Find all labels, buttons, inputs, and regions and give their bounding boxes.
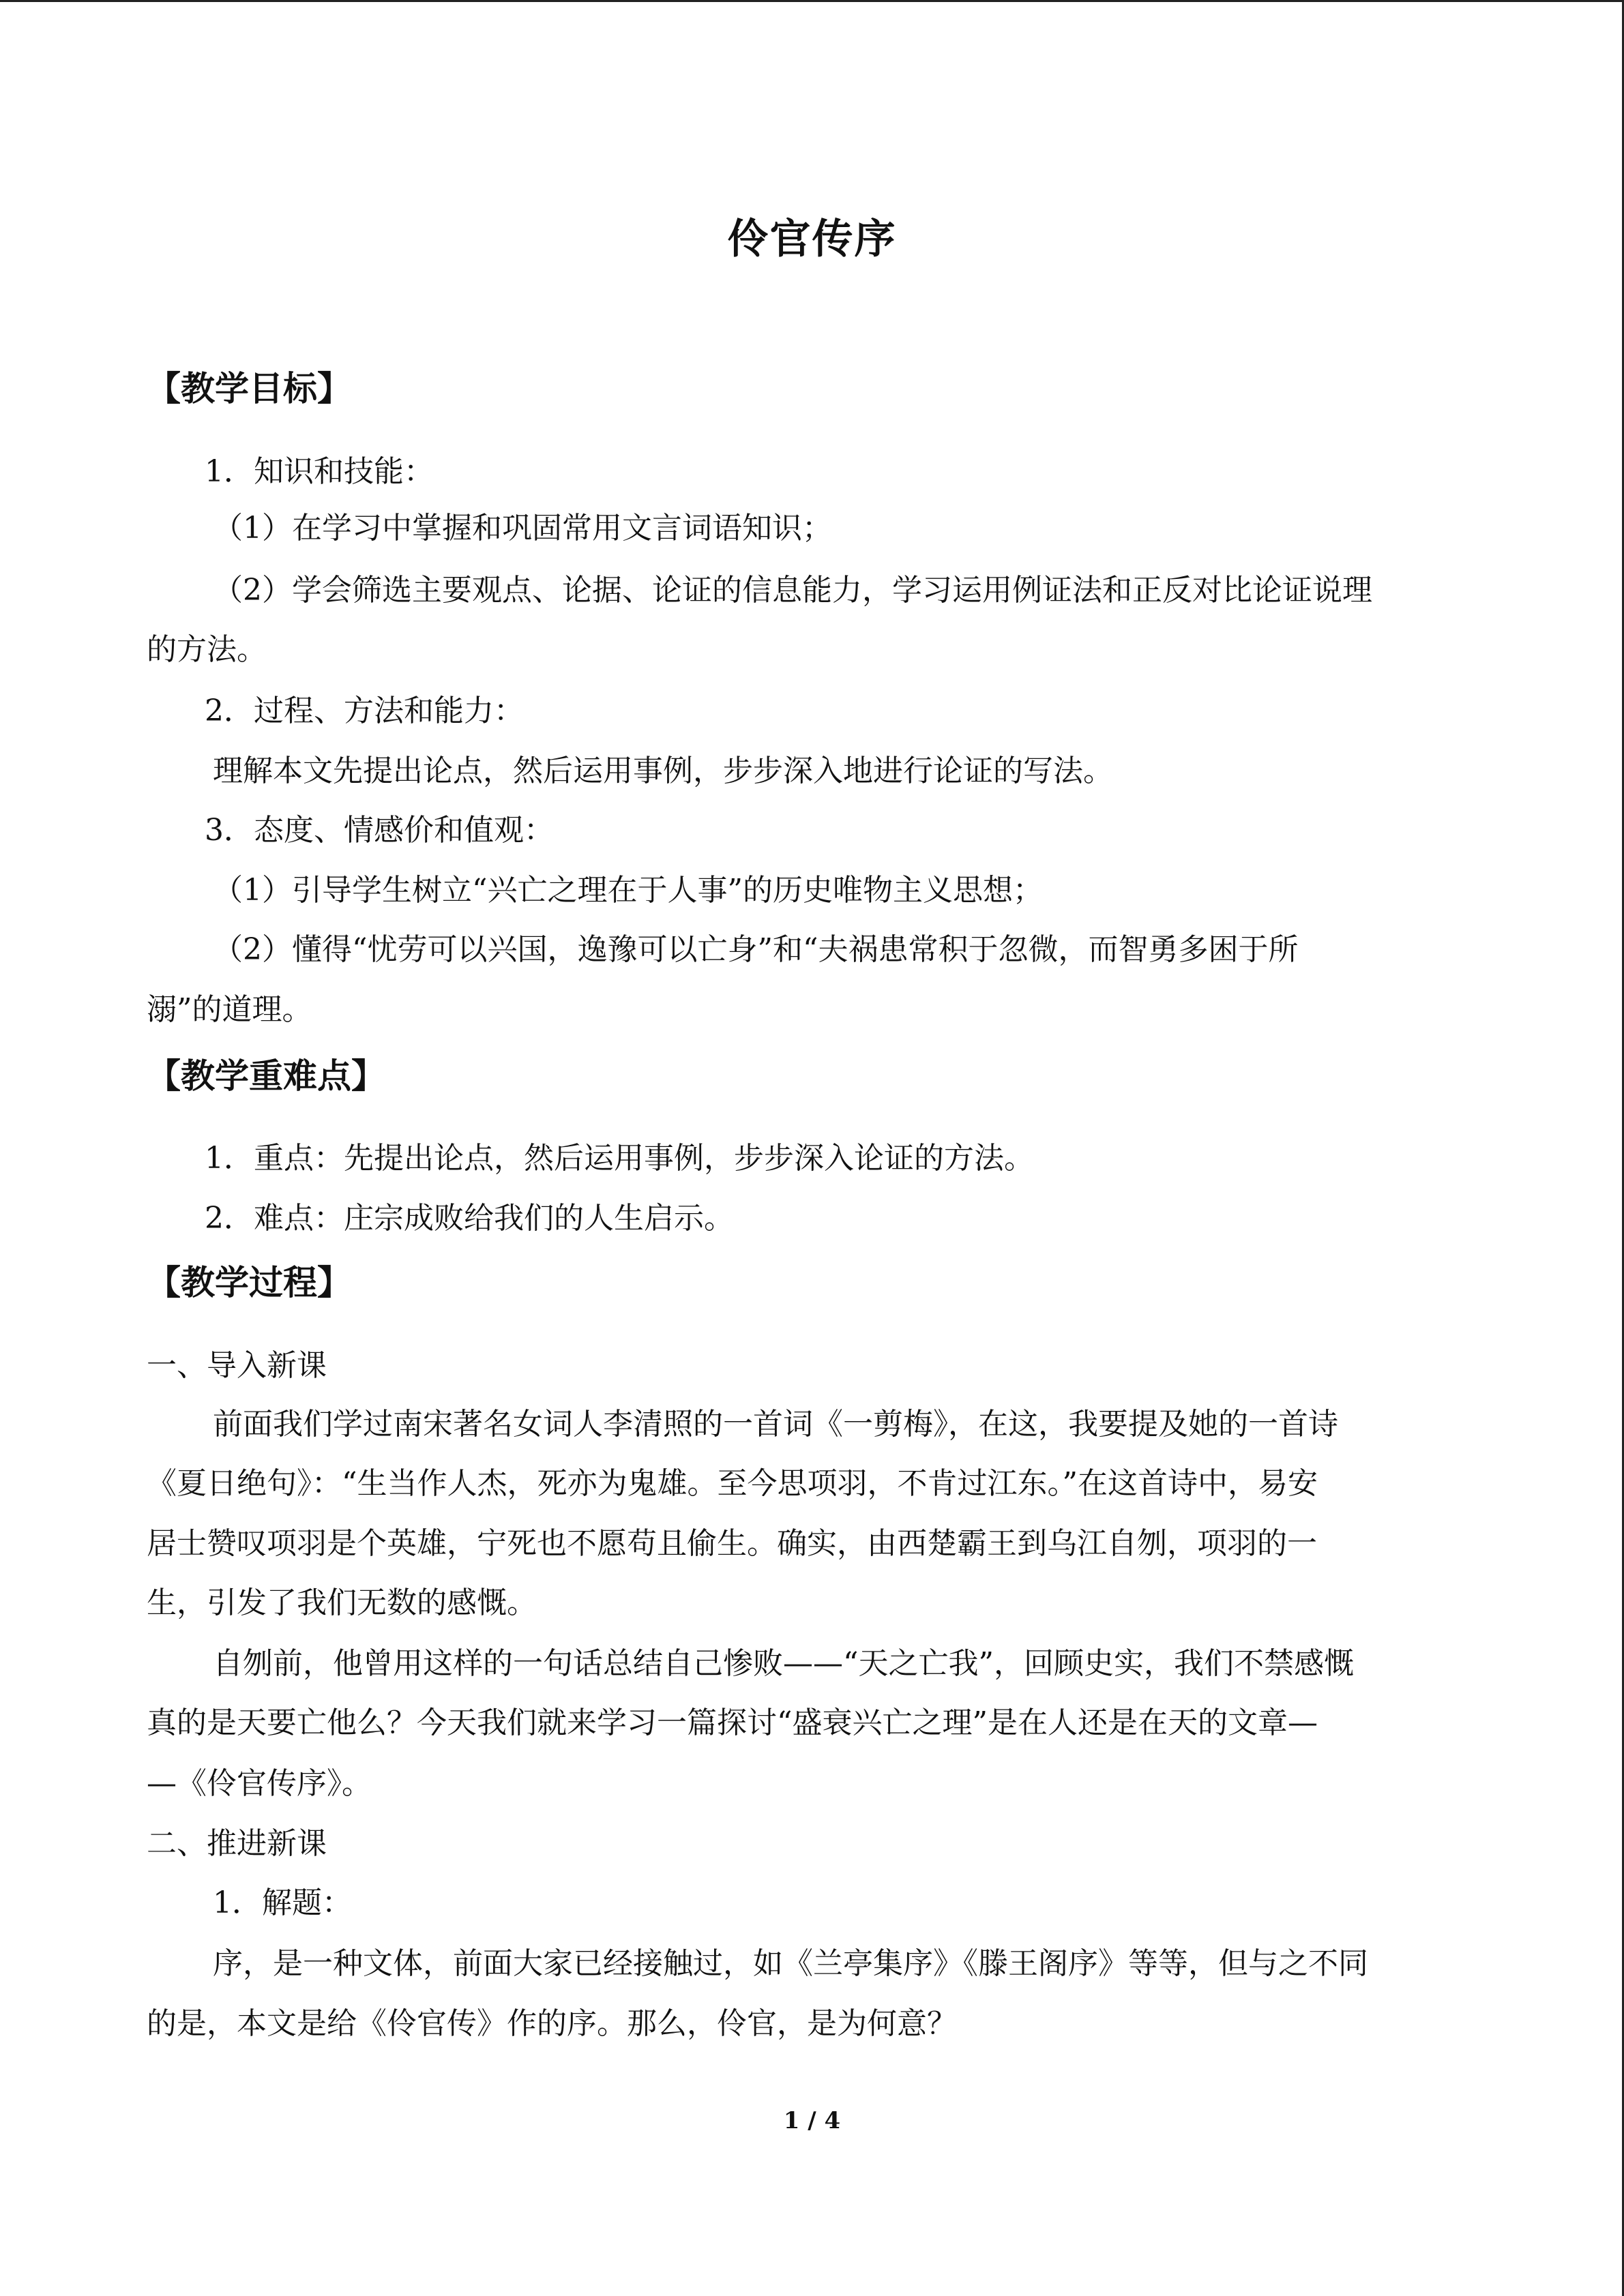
heading-process: 【教学过程】: [147, 1262, 351, 1302]
document-title: 伶官传序: [727, 215, 897, 263]
process-line: 《夏日绝句》：“生当作人杰，死亦为鬼雄。至今思项羽，不肯过江东。”在这首诗中，易安: [147, 1466, 1318, 1501]
process-line: 生，引发了我们无数的感慨。: [147, 1585, 537, 1620]
objectives-line: （1）在学习中掌握和巩固常用文言词语知识；: [213, 511, 832, 546]
process-line: 序，是一种文体，前面大家已经接触过，如《兰亭集序》《滕王阁序》等等，但与之不同: [213, 1946, 1368, 1981]
key-points-line: 1．重点：先提出论点，然后运用事例，步步深入论证的方法。: [205, 1141, 1034, 1176]
key-points-line: 2．难点：庄宗成败给我们的人生启示。: [205, 1201, 734, 1236]
process-line: 一、导入新课: [147, 1348, 327, 1383]
process-line: 自刎前，他曾用这样的一句话总结自己惨败——“天之亡我”，回顾史实，我们不禁感慨: [213, 1646, 1354, 1681]
heading-key-points: 【教学重难点】: [147, 1056, 385, 1096]
objectives-line: （1）引导学生树立“兴亡之理在于人事”的历史唯物主义思想；: [213, 873, 1043, 908]
objectives-line: 的方法。: [147, 632, 267, 667]
objectives-line: 1．知识和技能：: [205, 454, 434, 489]
process-line: 前面我们学过南宋著名女词人李清照的一首词《一剪梅》，在这，我要提及她的一首诗: [213, 1407, 1338, 1442]
process-line: 的是，本文是给《伶官传》作的序。那么，伶官，是为何意？: [147, 2006, 957, 2041]
objectives-line: 3．态度、情感价和值观：: [205, 813, 554, 848]
process-line: 1．解题：: [213, 1885, 352, 1920]
objectives-line: （2）懂得“忧劳可以兴国，逸豫可以亡身”和“夫祸患常积于忽微，而智勇多困于所: [213, 932, 1299, 967]
process-line: 二、推进新课: [147, 1826, 327, 1861]
heading-objectives: 【教学目标】: [147, 368, 351, 408]
process-line: 居士赞叹项羽是个英雄，宁死也不愿苟且偷生。确实，由西楚霸王到乌江自刎，项羽的一: [147, 1526, 1317, 1561]
objectives-line: 理解本文先提出论点，然后运用事例，步步深入地进行论证的写法。: [213, 754, 1113, 788]
page-indicator: 1 / 4: [783, 2107, 841, 2134]
process-line: —《伶官传序》。: [147, 1766, 372, 1801]
objectives-line: 溺”的道理。: [147, 992, 312, 1027]
objectives-line: 2．过程、方法和能力：: [205, 694, 524, 728]
objectives-line: （2）学会筛选主要观点、论据、论证的信息能力，学习运用例证法和正反对比论证说理: [213, 573, 1372, 608]
process-line: 真的是天要亡他么？今天我们就来学习一篇探讨“盛衰兴亡之理”是在人还是在天的文章—: [147, 1705, 1318, 1740]
